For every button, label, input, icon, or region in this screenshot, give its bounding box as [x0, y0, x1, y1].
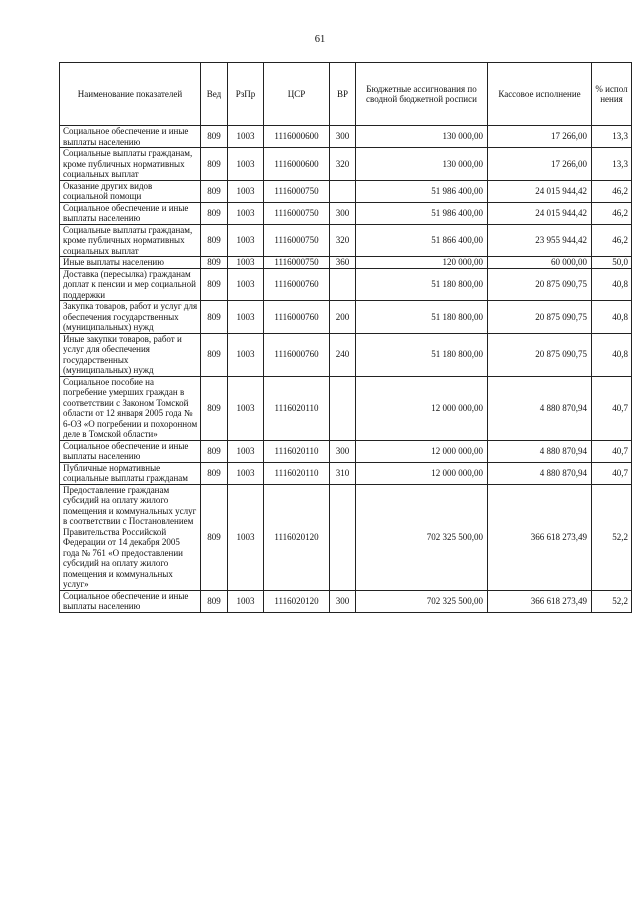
cell-name: Социальное обеспечение и иные выплаты населению: [60, 440, 201, 462]
cell-name: Социальное обеспечение и иные выплаты населению: [60, 126, 201, 148]
cell-name: Социальное обеспечение и иные выплаты населению: [60, 590, 201, 612]
cell-budget: 12 000 000,00: [356, 440, 488, 462]
cell-csr: 1116000750: [264, 224, 330, 257]
cell-budget: 51 986 400,00: [356, 202, 488, 224]
cell-budget: 130 000,00: [356, 126, 488, 148]
cell-pct: 40,8: [592, 301, 632, 334]
cell-ved: 809: [201, 440, 228, 462]
table-row: [60, 224, 632, 257]
cell-vr: 360: [330, 257, 356, 269]
header-cash: Кассовое исполнение: [488, 63, 592, 126]
cell-rzpr: 1003: [228, 148, 264, 181]
cell-name: Социальные выплаты гражданам, кроме публичных нормативных социальных выплат: [60, 148, 201, 181]
cell-csr: 1116000750: [264, 202, 330, 224]
cell-rzpr: 1003: [228, 180, 264, 202]
cell-vr: [330, 484, 356, 590]
table-row: [60, 301, 632, 334]
cell-name: Закупка товаров, работ и услуг для обеспечения государственных (муниципальных) нужд: [60, 301, 201, 334]
header-vr: ВР: [330, 63, 356, 126]
cell-budget: 12 000 000,00: [356, 462, 488, 484]
table-row: [60, 376, 632, 440]
cell-vr: [330, 268, 356, 301]
cell-pct: 40,8: [592, 333, 632, 376]
table-header-row: [60, 63, 632, 126]
table-row: [60, 484, 632, 590]
cell-name: Социальное пособие на погребение умерших граждан в соответствии с Законом Томской области от 12 января 2005 года № 6-ОЗ «О погребении и похоронном деле в Томской области»: [60, 376, 201, 440]
cell-cash: 20 875 090,75: [488, 333, 592, 376]
table-row: [60, 440, 632, 462]
cell-cash: 17 266,00: [488, 126, 592, 148]
cell-budget: 702 325 500,00: [356, 590, 488, 612]
cell-budget: 130 000,00: [356, 148, 488, 181]
cell-rzpr: 1003: [228, 257, 264, 269]
table-row: [60, 257, 632, 269]
cell-ved: 809: [201, 126, 228, 148]
cell-name: Иные закупки товаров, работ и услуг для обеспечения государственных (муниципальных) нужд: [60, 333, 201, 376]
cell-csr: 1116020110: [264, 376, 330, 440]
cell-ved: 809: [201, 462, 228, 484]
cell-pct: 52,2: [592, 590, 632, 612]
cell-csr: 1116000600: [264, 126, 330, 148]
cell-ved: 809: [201, 333, 228, 376]
cell-pct: 40,7: [592, 462, 632, 484]
cell-csr: 1116000600: [264, 148, 330, 181]
cell-csr: 1116000760: [264, 301, 330, 334]
cell-name: Предоставление гражданам субсидий на оплату жилого помещения и коммунальных услуг в соответствии с Постановлением Правительства Российской Федерации от 14 декабря 2005 года № 761 «О предоставлении субсидий на оплату жилого помещения и коммунальных услуг»: [60, 484, 201, 590]
table-row: [60, 590, 632, 612]
header-name: Наименование показателей: [60, 63, 201, 126]
cell-ved: 809: [201, 202, 228, 224]
header-pct: % испол нения: [592, 63, 632, 126]
header-budget: Бюджетные ассигнования по сводной бюджетной росписи: [356, 63, 488, 126]
cell-ved: 809: [201, 257, 228, 269]
cell-cash: 20 875 090,75: [488, 268, 592, 301]
cell-pct: 46,2: [592, 202, 632, 224]
cell-vr: 300: [330, 126, 356, 148]
cell-vr: 300: [330, 590, 356, 612]
cell-ved: 809: [201, 148, 228, 181]
cell-budget: 51 180 800,00: [356, 301, 488, 334]
cell-ved: 809: [201, 268, 228, 301]
cell-csr: 1116020120: [264, 484, 330, 590]
cell-ved: 809: [201, 180, 228, 202]
cell-budget: 51 180 800,00: [356, 333, 488, 376]
cell-budget: 702 325 500,00: [356, 484, 488, 590]
cell-csr: 1116020120: [264, 590, 330, 612]
cell-budget: 120 000,00: [356, 257, 488, 269]
cell-pct: 40,8: [592, 268, 632, 301]
cell-cash: 17 266,00: [488, 148, 592, 181]
cell-vr: 310: [330, 462, 356, 484]
cell-vr: 300: [330, 440, 356, 462]
cell-rzpr: 1003: [228, 202, 264, 224]
cell-ved: 809: [201, 484, 228, 590]
cell-pct: 40,7: [592, 440, 632, 462]
cell-budget: 51 986 400,00: [356, 180, 488, 202]
cell-cash: 366 618 273,49: [488, 590, 592, 612]
cell-cash: 24 015 944,42: [488, 202, 592, 224]
table-row: [60, 333, 632, 376]
cell-cash: 24 015 944,42: [488, 180, 592, 202]
table-row: [60, 148, 632, 181]
cell-rzpr: 1003: [228, 440, 264, 462]
header-rzpr: РзПр: [228, 63, 264, 126]
cell-csr: 1116000760: [264, 333, 330, 376]
cell-rzpr: 1003: [228, 462, 264, 484]
cell-vr: 240: [330, 333, 356, 376]
cell-pct: 13,3: [592, 126, 632, 148]
cell-name: Иные выплаты населению: [60, 257, 201, 269]
cell-ved: 809: [201, 590, 228, 612]
cell-ved: 809: [201, 301, 228, 334]
cell-budget: 51 180 800,00: [356, 268, 488, 301]
cell-vr: [330, 376, 356, 440]
header-csr: ЦСР: [264, 63, 330, 126]
cell-cash: 4 880 870,94: [488, 376, 592, 440]
header-ved: Вед: [201, 63, 228, 126]
cell-rzpr: 1003: [228, 333, 264, 376]
cell-rzpr: 1003: [228, 590, 264, 612]
cell-vr: 320: [330, 224, 356, 257]
cell-rzpr: 1003: [228, 224, 264, 257]
table-row: [60, 202, 632, 224]
cell-cash: 23 955 944,42: [488, 224, 592, 257]
cell-cash: 366 618 273,49: [488, 484, 592, 590]
table-row: [60, 180, 632, 202]
cell-vr: 200: [330, 301, 356, 334]
cell-cash: 4 880 870,94: [488, 462, 592, 484]
cell-name: Доставка (пересылка) гражданам доплат к пенсии и мер социальной поддержки: [60, 268, 201, 301]
table-row: [60, 126, 632, 148]
cell-vr: 300: [330, 202, 356, 224]
cell-vr: [330, 180, 356, 202]
cell-rzpr: 1003: [228, 376, 264, 440]
cell-csr: 1116020110: [264, 440, 330, 462]
cell-pct: 52,2: [592, 484, 632, 590]
cell-name: Социальное обеспечение и иные выплаты населению: [60, 202, 201, 224]
cell-pct: 13,3: [592, 148, 632, 181]
table-row: [60, 268, 632, 301]
cell-rzpr: 1003: [228, 268, 264, 301]
cell-cash: 60 000,00: [488, 257, 592, 269]
cell-name: Социальные выплаты гражданам, кроме публичных нормативных социальных выплат: [60, 224, 201, 257]
cell-rzpr: 1003: [228, 126, 264, 148]
cell-csr: 1116000750: [264, 180, 330, 202]
cell-pct: 46,2: [592, 180, 632, 202]
cell-csr: 1116020110: [264, 462, 330, 484]
page-number: 61: [314, 34, 326, 45]
cell-pct: 50,0: [592, 257, 632, 269]
cell-ved: 809: [201, 376, 228, 440]
cell-budget: 12 000 000,00: [356, 376, 488, 440]
cell-ved: 809: [201, 224, 228, 257]
cell-csr: 1116000760: [264, 268, 330, 301]
cell-pct: 46,2: [592, 224, 632, 257]
cell-budget: 51 866 400,00: [356, 224, 488, 257]
table-row: [60, 462, 632, 484]
cell-pct: 40,7: [592, 376, 632, 440]
cell-vr: 320: [330, 148, 356, 181]
cell-rzpr: 1003: [228, 301, 264, 334]
cell-name: Публичные нормативные социальные выплаты гражданам: [60, 462, 201, 484]
budget-execution-table: [59, 62, 632, 613]
cell-rzpr: 1003: [228, 484, 264, 590]
cell-cash: 20 875 090,75: [488, 301, 592, 334]
cell-csr: 1116000750: [264, 257, 330, 269]
cell-name: Оказание других видов социальной помощи: [60, 180, 201, 202]
cell-cash: 4 880 870,94: [488, 440, 592, 462]
